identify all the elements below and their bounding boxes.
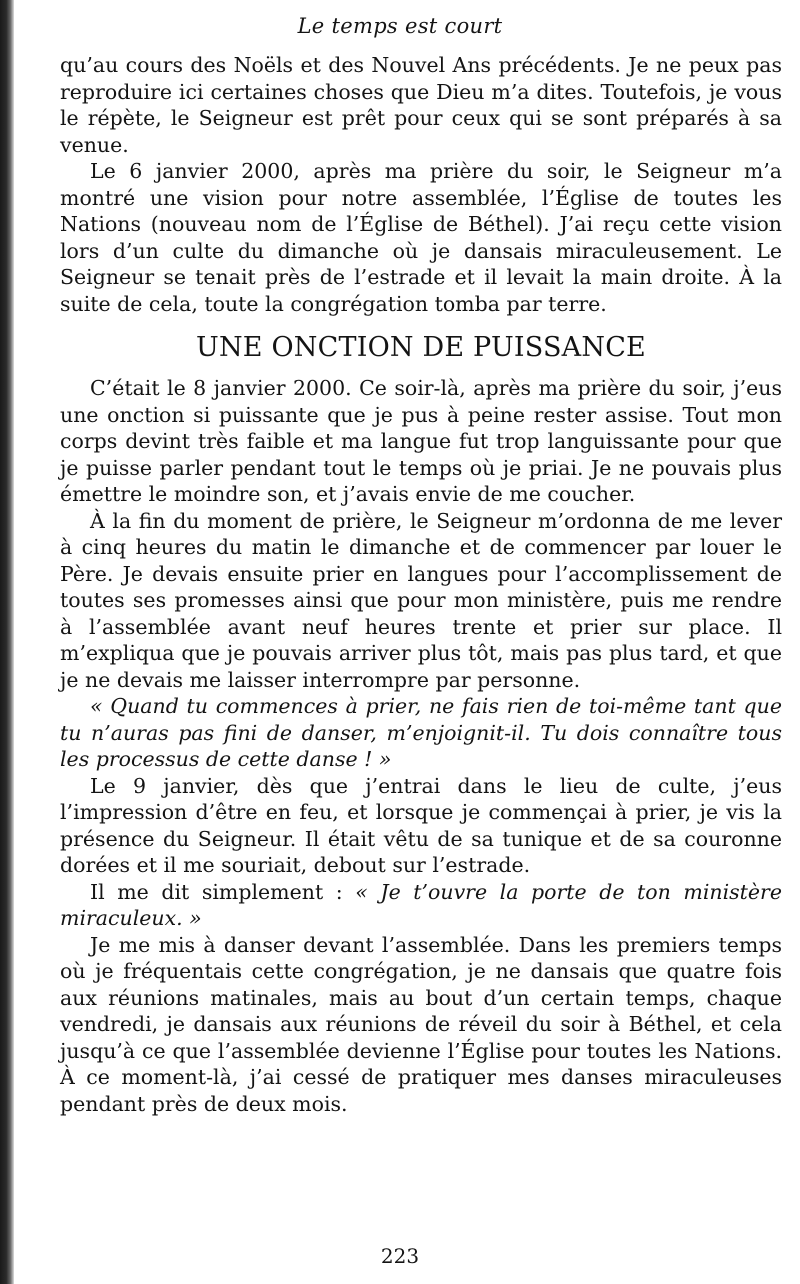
paragraph-8: Je me mis à danser devant l’assemblée. Dans les premiers temps où je fréquentais cette congrégation, je ne dansais que quatre fois aux réunions matinales, mais au bout d’un certain temps, chaque vendredi, je dansais aux réunions de réveil du soir à Béthel, et cela jusqu’à ce que l’assemblée devienne l’Église pour toutes les Nations. À ce moment-là, j’ai cessé de pratiquer mes danses miraculeuses pendant près de deux mois.	[60, 932, 782, 1116]
section-heading: UNE ONCTION DE PUISSANCE	[196, 332, 646, 363]
paragraph-4: À la fin du moment de prière, le Seigneur m’ordonna de me lever à cinq heures du matin le dimanche et de commencer par louer le Père. Je devais ensuite prier en langues pour l’accomplissement de toutes ses promesses ainsi que pour mon ministère, puis me rendre à l’assemblée avant neuf heures trente et prier sur place. Il m’expliqua que je pouvais arriver plus tôt, mais pas plus tard, et que je ne devais me laisser interrompre par personne.	[60, 508, 782, 692]
page-body	[60, 52, 782, 1117]
paragraph-7	[60, 879, 782, 932]
quote-paragraph: « Quand tu commences à prier, ne fais rien de toi-même tant que tu n’auras pas fini de danser, m’enjoignit-il. Tu dois connaître tous les processus de cette danse ! »	[60, 694, 782, 771]
paragraph-3: C’était le 8 janvier 2000. Ce soir-là, après ma prière du soir, j’eus une onction si puissante que je pus à peine rester assise. Tout mon corps devint très faible et ma langue fut trop languissante pour que je puisse parler pendant tout le temps où je priai. Je ne pouvais plus émettre le moindre son, et j’avais envie de me coucher.	[60, 376, 782, 506]
running-head: Le temps est court	[297, 14, 503, 38]
paragraph-7-quote: « Je t’ouvre la porte de ton ministère miraculeux. »	[60, 879, 782, 930]
book-spine-shadow	[0, 0, 14, 1284]
paragraph-7-intro: Il me dit simplement :	[90, 879, 356, 904]
paragraph-2: Le 6 janvier 2000, après ma prière du soir, le Seigneur m’a montré une vision pour notre assemblée, l’Église de toutes les Nations (nouveau nom de l’Église de Béthel). J’ai reçu cette vision lors d’un culte du dimanche où je dansais miraculeusement. Le Seigneur se tenait près de l’estrade et il levait la main droite. À la suite de cela, toute la congrégation tomba par terre.	[60, 159, 782, 316]
page-number: 223	[380, 1244, 420, 1268]
paragraph-1: qu’au cours des Noëls et des Nouvel Ans précédents. Je ne peux pas reproduire ici certaines choses que Dieu m’a dites. Toutefois, je vous le répète, le Seigneur est prêt pour ceux qui se sont préparés à sa venue.	[60, 53, 782, 157]
paragraph-6: Le 9 janvier, dès que j’entrai dans le lieu de culte, j’eus l’impression d’être en feu, et lorsque je commençai à prier, je vis la présence du Seigneur. Il était vêtu de sa tunique et de sa couronne dorées et il me souriait, debout sur l’estrade.	[60, 773, 782, 877]
